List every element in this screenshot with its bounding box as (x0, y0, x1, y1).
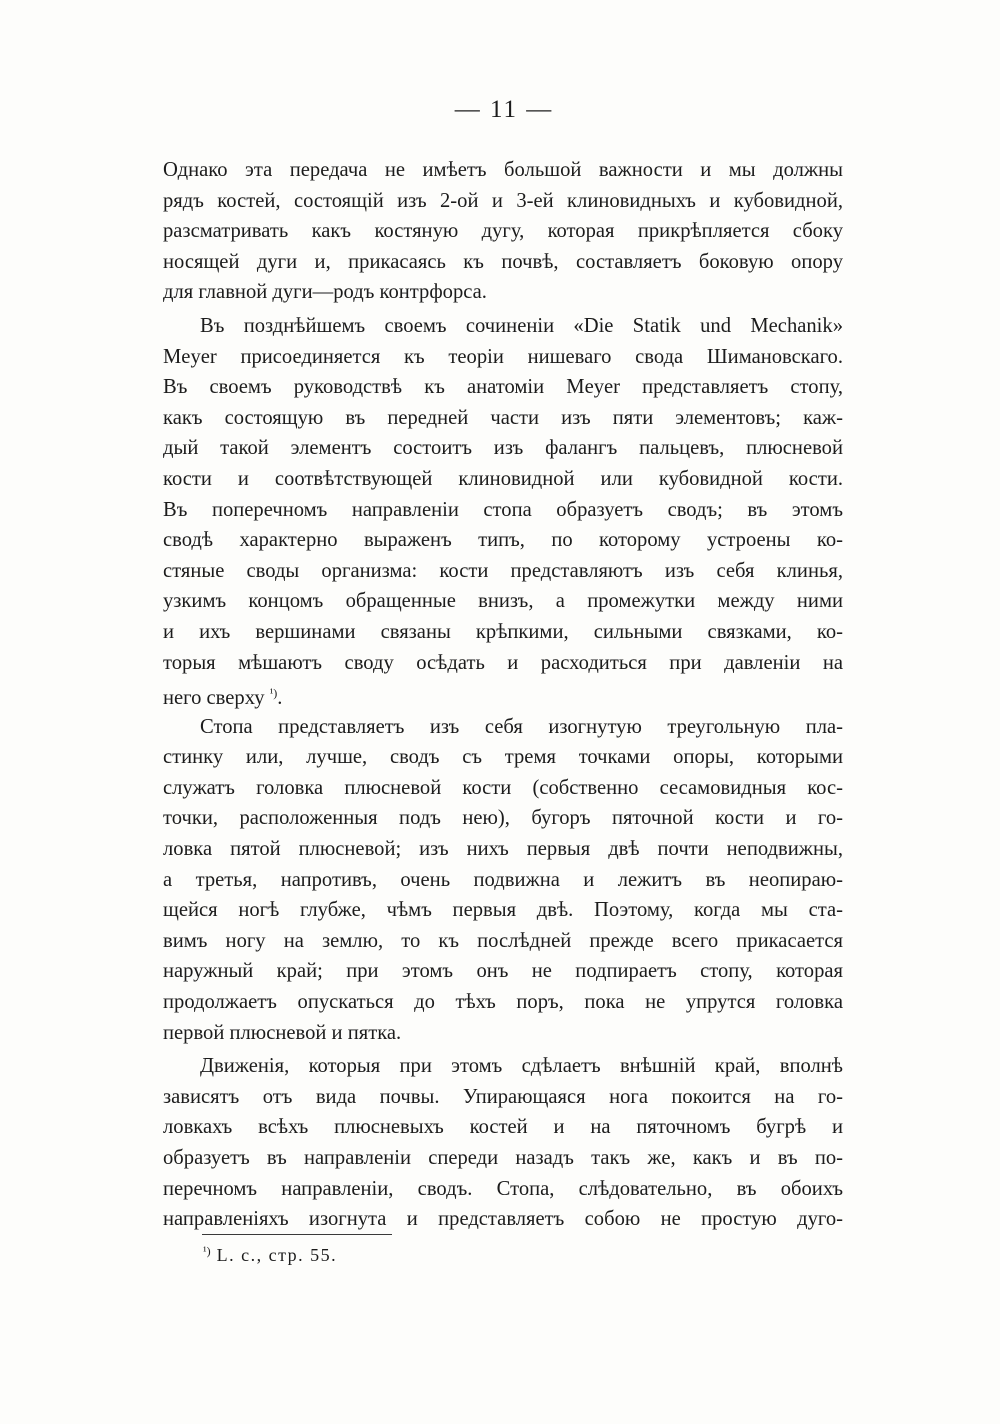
paragraph (163, 1051, 843, 1235)
text-line: образуетъ въ направленіи спереди назадъ такъ же, какъ и въ по- (163, 1147, 843, 1169)
text-line: разсматривать какъ костяную дугу, которая прикрѣпляется сбоку (163, 220, 843, 243)
text-line: Движенія, которыя при этомъ сдѣлаетъ внѣшній край, вполнѣ (200, 1055, 843, 1078)
text-line: щейся ногѣ глубже, чѣмъ первыя двѣ. Поэтому, когда мы ста- (163, 899, 843, 922)
text-line: ловка пятой плюсневой; изъ нихъ первыя двѣ почти неподвижны, (163, 838, 843, 861)
footnote (203, 1244, 337, 1266)
text-line: рядъ костей, состоящій изъ 2-ой и 3-ей клиновидныхъ и кубовидной, (163, 189, 843, 212)
text-line: Въ поперечномъ направленіи стопа образуетъ сводъ; въ этомъ (163, 498, 843, 521)
text-line: направленіяхъ изогнута и представляетъ собою не простую дуго- (163, 1208, 843, 1231)
text-line: дый такой элементъ состоитъ изъ фалангъ пальцевъ, плюсневой (163, 437, 843, 460)
footnote-mark: ¹) (203, 1244, 211, 1258)
text-line: и ихъ вершинами связаны крѣпкими, сильными связками, ко- (163, 620, 843, 643)
paragraph (163, 155, 843, 308)
text-line: перечномъ направленіи, сводъ. Стопа, слѣдовательно, въ обоихъ (163, 1177, 843, 1200)
text-line: Стопа представляетъ изъ себя изогнутую треугольную пла- (200, 715, 843, 738)
text-line: продолжаетъ опускаться до тѣхъ поръ, пока не упрутся головка (163, 991, 843, 1014)
text-line: сводѣ характерно выраженъ типъ, по которому устроены ко- (163, 529, 843, 552)
text-line: а третья, напротивъ, очень подвижна и лежитъ въ неопираю- (163, 868, 843, 891)
text-line: какъ состоящую въ передней части изъ пяти элементовъ; каж- (163, 406, 843, 429)
text-line: служатъ головка плюсневой кости (собственно сесамовидныя кос- (163, 776, 843, 799)
text-line: стинку или, лучше, сводъ съ тремя точками опоры, которыми (163, 746, 843, 769)
text-line: Meyer присоединяется къ теоріи нишеваго свода Шимановскаго. (163, 345, 843, 368)
text-line: точки, расположенныя подъ нею), бугоръ пяточной кости и го- (163, 807, 843, 830)
text-line: ловкахъ всѣхъ плюсневыхъ костей и на пяточномъ бугрѣ и (163, 1116, 843, 1139)
paragraph (163, 311, 843, 709)
text-line: кости и соотвѣтствующей клиновидной или кубовидной кости. (163, 467, 843, 490)
text-line: наружный край; при этомъ онъ не подпираетъ стопу, которая (163, 960, 843, 983)
text-line: носящей дуги и, прикасаясь къ почвѣ, составляетъ боковую опору (163, 250, 843, 273)
body-text (163, 155, 843, 1235)
text-line: Однако эта передача не имѣетъ большой важности и мы должны (163, 159, 843, 181)
text-line: вимъ ногу на землю, то къ послѣдней прежде всего прикасается (163, 929, 843, 952)
page-number: — 11 — (454, 96, 554, 123)
text-line: торыя мѣшаютъ своду осѣдать и расходиться при давленіи на (163, 651, 843, 674)
text-line: Въ позднѣйшемъ своемъ сочиненіи «Die Statik und Mechanik» (200, 314, 843, 337)
footnote-text: L. c., стр. 55. (216, 1245, 338, 1265)
text-line: Въ своемъ руководствѣ къ анатоміи Meyer представляетъ стопу, (163, 376, 843, 399)
text-line: для главной дуги—родъ контрфорса. (163, 281, 487, 304)
footnote-reference[interactable]: ¹) (269, 686, 278, 701)
text-line: узкимъ концомъ обращенные внизъ, а промежутки между ними (163, 590, 843, 613)
text-line-content: него сверху (163, 687, 265, 709)
text-line: первой плюсневой и пятка. (163, 1021, 402, 1044)
text-line: зависятъ отъ вида почвы. Упирающаяся нога покоится на го- (163, 1085, 843, 1108)
footnote-divider (202, 1234, 392, 1235)
text-line: стяные своды организма: кости представляютъ изъ себя клинья, (163, 559, 843, 582)
text-line: него сверху $^{^1)}$. (163, 686, 283, 709)
paragraph (163, 712, 843, 1049)
